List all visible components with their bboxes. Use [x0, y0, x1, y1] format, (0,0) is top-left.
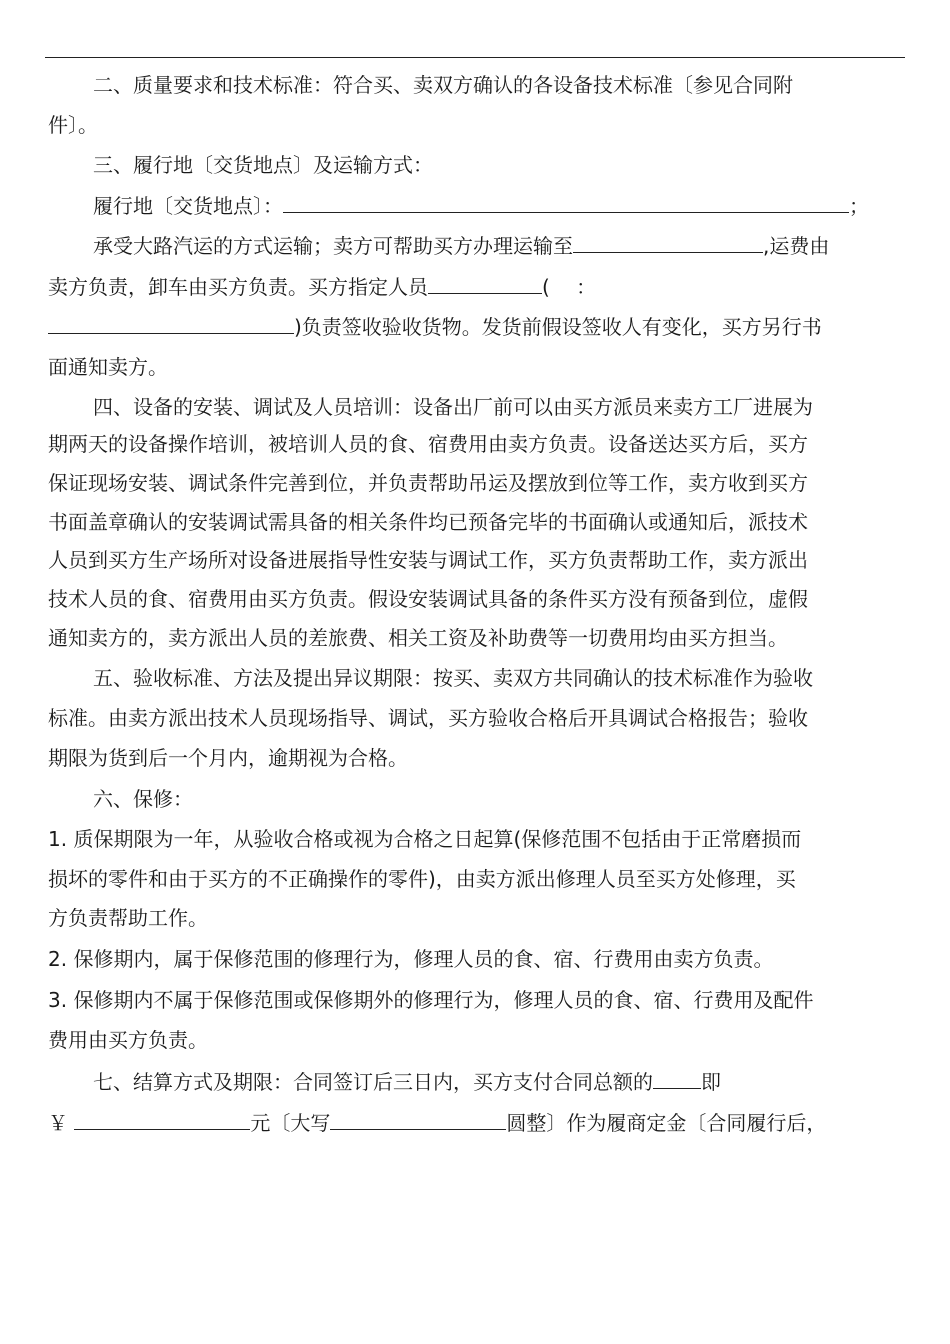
section-7-end: 即: [701, 1070, 721, 1094]
deposit-amount-line: [48, 1109, 826, 1137]
notify-line: 面通知卖方。: [48, 355, 168, 379]
deposit-amount-text-end: 圆整〕作为履商定金〔合同履行后，: [506, 1111, 827, 1135]
section-4-line-6: 技术人员的食、宿费用由买方负责。假设安装调试具备的条件买方没有预备到位，虚假: [48, 587, 808, 611]
sign-receipt-line: [48, 313, 822, 341]
warranty-item-1-end: 方负责帮助工作。: [48, 906, 208, 930]
section-4-line-5: 人员到买方生产场所对设备进展指导性安装与调试工作，买方负责帮助工作，卖方派出: [48, 548, 808, 572]
section-4-line-3: 保证现场安装、调试条件完善到位，并负责帮助吊运及摆放到位等工作，卖方收到买方: [48, 471, 808, 495]
deposit-amount-text: 元〔大写: [250, 1111, 331, 1135]
delivery-place-blank[interactable]: [283, 192, 849, 213]
delivery-place-line: [93, 192, 869, 220]
warranty-item-3: 3. 保修期内不属于保修范围或保修期外的修理行为，修理人员的食、宿、行费用及配件: [48, 988, 814, 1012]
designated-person-paren: ( ：: [542, 275, 597, 299]
section-5-line-3: 期限为货到后一个月内，逾期视为合格。: [48, 746, 408, 770]
section-2-text: 二、质量要求和技术标准：符合买、卖双方确认的各设备技术标准〔参见合同附: [93, 73, 793, 97]
section-4-line-7: 通知卖方的，卖方派出人员的差旅费、相关工资及补助费等一切费用均由买方担当。: [48, 626, 788, 650]
section-5-line-2: 标准。由卖方派出技术人员现场指导、调试，买方验收合格后开具调试合格报告；验收: [48, 706, 808, 730]
warranty-item-2: 2. 保修期内，属于保修范围的修理行为，修理人员的食、宿、行费用由卖方负责。: [48, 947, 774, 971]
section-7-line: [93, 1068, 721, 1096]
sign-receipt-text: )负责签收验收货物。发货前假设签收人有变化，买方另行书: [294, 315, 822, 339]
section-6-heading: 六、保修：: [93, 787, 193, 811]
section-4-line-2: 期两天的设备操作培训，被培训人员的食、宿费用由卖方负责。设备送达买方后，买方: [48, 432, 808, 456]
section-2-text-cont: 件〕。: [48, 113, 98, 137]
designated-person-line: [48, 273, 596, 301]
designated-person-text: 卖方负责，卸车由买方负责。买方指定人员: [48, 275, 428, 299]
section-4-text: 四、设备的安装、调试及人员培训：设备出厂前可以由买方派员来卖方工厂进展为: [93, 395, 813, 419]
deposit-amount-words-blank[interactable]: [330, 1109, 506, 1130]
section-7-text: 七、结算方式及期限：合同签订后三日内，买方支付合同总额的: [93, 1070, 653, 1094]
delivery-place-label: 履行地〔交货地点〕：: [93, 194, 283, 218]
designated-person-blank[interactable]: [428, 273, 542, 294]
section-4-line-4: 书面盖章确认的安装调试需具备的相关条件均已预备完毕的书面确认或通知后，派技术: [48, 510, 808, 534]
header-rule: [45, 57, 905, 58]
transport-text: 承受大路汽运的方式运输；卖方可帮助买方办理运输至: [93, 234, 573, 258]
warranty-item-1: 1. 质保期限为一年，从验收合格或视为合格之日起算(保修范围不包括由于正常磨损而: [48, 827, 802, 851]
section-5-text: 五、验收标准、方法及提出异议期限：按买、卖双方共同确认的技术标准作为验收: [93, 666, 813, 690]
deposit-percent-blank[interactable]: [653, 1068, 701, 1089]
warranty-item-3-cont: 费用由买方负责。: [48, 1028, 208, 1052]
yen-symbol: ￥: [48, 1111, 68, 1135]
transport-line: [93, 232, 829, 260]
contact-blank[interactable]: [48, 313, 294, 334]
transport-destination-blank[interactable]: [573, 232, 763, 253]
section-3-heading: 三、履行地〔交货地点〕及运输方式：: [93, 153, 433, 177]
deposit-amount-blank[interactable]: [74, 1109, 250, 1130]
transport-text-end: ,运费由: [763, 234, 830, 258]
delivery-place-end: ；: [849, 194, 869, 218]
warranty-item-1-cont: 损坏的零件和由于买方的不正确操作的零件)，由卖方派出修理人员至买方处修理，买: [48, 867, 796, 891]
